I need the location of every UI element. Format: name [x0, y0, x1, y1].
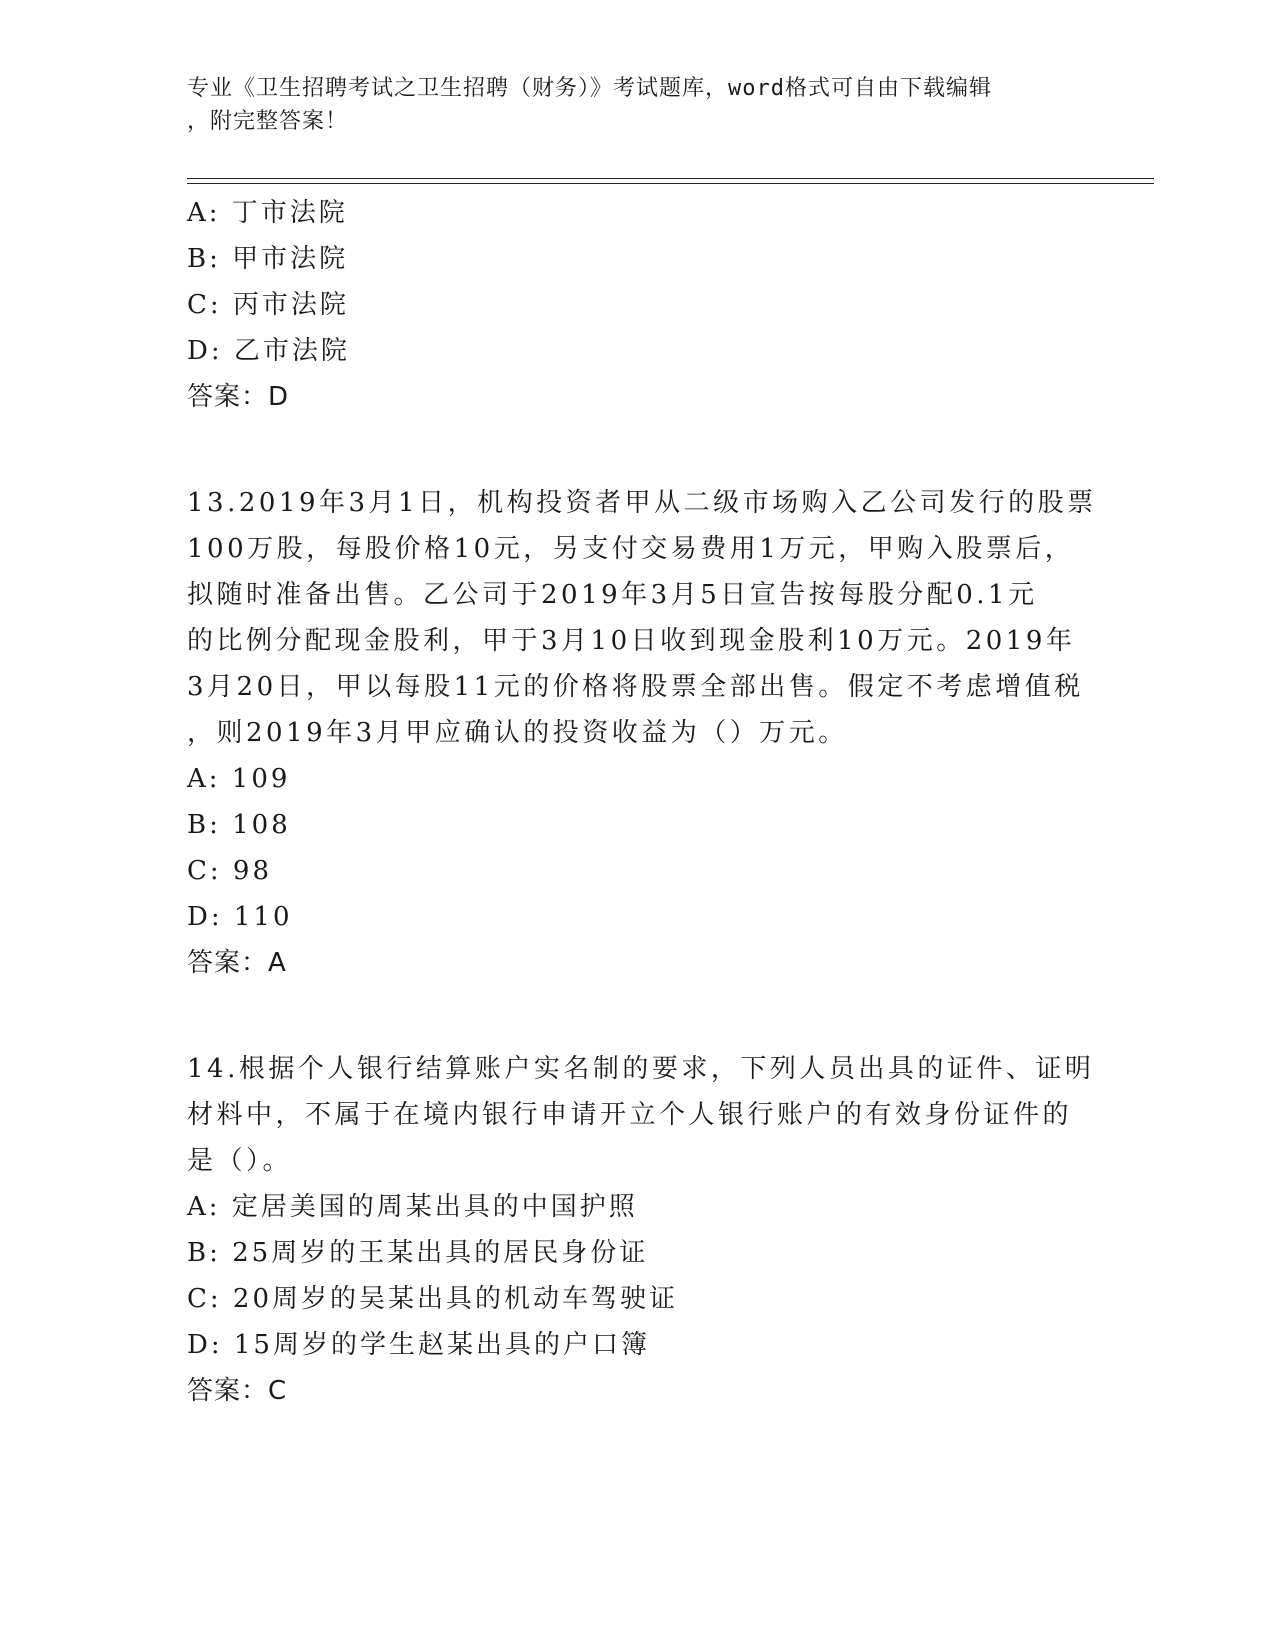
- option-b: B: 108: [187, 810, 291, 840]
- option-c: C: 98: [187, 856, 273, 886]
- question-12: [187, 190, 1087, 420]
- question-content: [187, 190, 1097, 1414]
- option-a: A: 定居美国的周某出具的中国护照: [187, 1192, 638, 1222]
- option-c: C: 20周岁的吴某出具的机动车驾驶证: [187, 1284, 679, 1314]
- stem-line: 100万股，每股价格10元，另支付交易费用1万元，甲购入股票后，: [187, 534, 1075, 564]
- option-b: B: 甲市法院: [187, 244, 349, 274]
- document-header: [187, 72, 1067, 138]
- header-line-1: 专业《卫生招聘考试之卫生招聘（财务）》考试题库，word格式可自由下载编辑: [187, 76, 992, 101]
- answer-line: 答案：D: [187, 382, 290, 412]
- stem-line: ，则2019年3月甲应确认的投资收益为（）万元。: [187, 718, 848, 748]
- stem-line: 材料中，不属于在境内银行申请开立个人银行账户的有效身份证件的: [187, 1100, 1073, 1130]
- header-divider-top: [187, 178, 1154, 179]
- question-stem: [187, 1046, 1095, 1184]
- question-stem: [187, 480, 1097, 756]
- option-a: A: 丁市法院: [187, 198, 348, 228]
- option-b: B: 25周岁的王某出具的居民身份证: [187, 1238, 649, 1268]
- option-d: D: 15周岁的学生赵某出具的户口簿: [187, 1330, 650, 1360]
- question-13: [187, 480, 1097, 986]
- header-line-2: ，附完整答案！: [187, 109, 349, 134]
- question-14: [187, 1046, 1095, 1414]
- stem-line: 拟随时准备出售。乙公司于2019年3月5日宣告按每股分配0.1元: [187, 580, 1038, 610]
- option-a: A: 109: [187, 764, 291, 794]
- option-d: D: 乙市法院: [187, 336, 350, 366]
- stem-line: 的比例分配现金股利，甲于3月10日收到现金股利10万元。2019年: [187, 626, 1076, 656]
- option-c: C: 丙市法院: [187, 290, 349, 320]
- answer-line: 答案：A: [187, 948, 287, 978]
- option-d: D: 110: [187, 902, 293, 932]
- stem-line: 13.2019年3月1日，机构投资者甲从二级市场购入乙公司发行的股票: [187, 488, 1097, 518]
- stem-line: 3月20日，甲以每股11元的价格将股票全部出售。假定不考虑增值税: [187, 672, 1084, 702]
- stem-line: 是（）。: [187, 1146, 293, 1176]
- header-divider-bottom: [187, 183, 1154, 184]
- answer-line: 答案：C: [187, 1376, 288, 1406]
- stem-line: 14.根据个人银行结算账户实名制的要求，下列人员出具的证件、证明: [187, 1054, 1095, 1084]
